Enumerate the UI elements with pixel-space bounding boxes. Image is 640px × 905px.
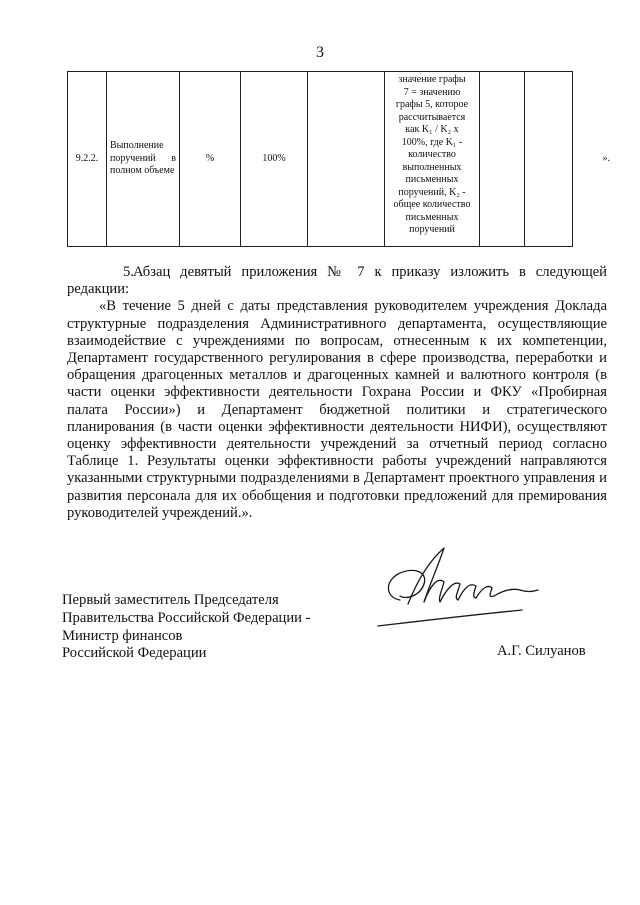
formula-line: значение графы (398, 74, 466, 85)
signatory-title-line: Первый заместитель Председателя (62, 592, 279, 608)
unit-cell: % (180, 72, 241, 247)
formula-line: графы 5, которое (395, 99, 469, 110)
formula-line: количество (408, 149, 456, 160)
signer-name: А.Г. Силуанов (497, 643, 586, 659)
page-number: 3 (316, 44, 324, 61)
formula-line: как K₁ / K₂ x (405, 124, 459, 135)
formula-cell (385, 72, 480, 247)
formula-line: выполненных (402, 161, 462, 173)
formula-line: письменных (405, 174, 459, 185)
item-lead: Абзац девятый приложения № 7 к приказу изложить в следующей редакции: (67, 264, 607, 298)
closing-quote: ». (602, 152, 610, 164)
row-number-cell: 9.2.2. (68, 72, 107, 247)
item-paragraph (67, 264, 607, 298)
formula-line: 100%, где K₁ - (401, 136, 463, 148)
formula-line: общее количество (393, 199, 471, 210)
signatory-title-line: Министр финансов (62, 627, 183, 644)
signature-block (62, 592, 311, 663)
quoted-paragraph: «В течение 5 дней с даты представления руководителем учреждения Доклада структурные подразделения Административного департамента, осуществляющие взаимодействие с учреждениями по вопросам, отнесенным к их компетенции, Департамент государственного регулирования в сфере производства, переработки и обращения драгоценных металлов и драгоценных камней и валютного контроля (в части оценки эффективности деятельности Гохрана России и ФКУ «Пробирная палата России») и Департамент бюджетной политики и стратегического планирования (в части оценки эффективности деятельности НИФИ), осуществляют оценку эффективности деятельности учреждений за отчетный период согласно Таблице 1. Результаты оценки эффективности работы учреждений направляются указанными структурными подразделениями в Департамент проектного управления и развития персонала для их обобщения и подготовки предложений для премирования руководителей учреждений.». (67, 298, 607, 521)
signatory-title-line: Российской Федерации (62, 645, 207, 662)
empty-cell (525, 72, 573, 247)
formula-line: поручений (409, 224, 455, 235)
handwritten-signature (372, 540, 542, 632)
empty-cell (308, 72, 385, 247)
indicator-table (67, 71, 614, 247)
formula-line: письменных (405, 211, 459, 223)
formula-line: рассчитывается (398, 111, 466, 123)
formula-line: 7 = значению (403, 86, 461, 98)
item-number: 5. (123, 264, 134, 280)
indicator-name-cell: Выполнение поручений в полном объеме (107, 72, 180, 247)
empty-cell (480, 72, 525, 247)
formula-line: поручений, K₂ - (398, 186, 466, 198)
table-row (68, 72, 615, 247)
amendment-text (67, 264, 607, 522)
signatory-title-line: Правительства Российской Федерации - (62, 609, 311, 626)
target-value-cell: 100% (241, 72, 308, 247)
